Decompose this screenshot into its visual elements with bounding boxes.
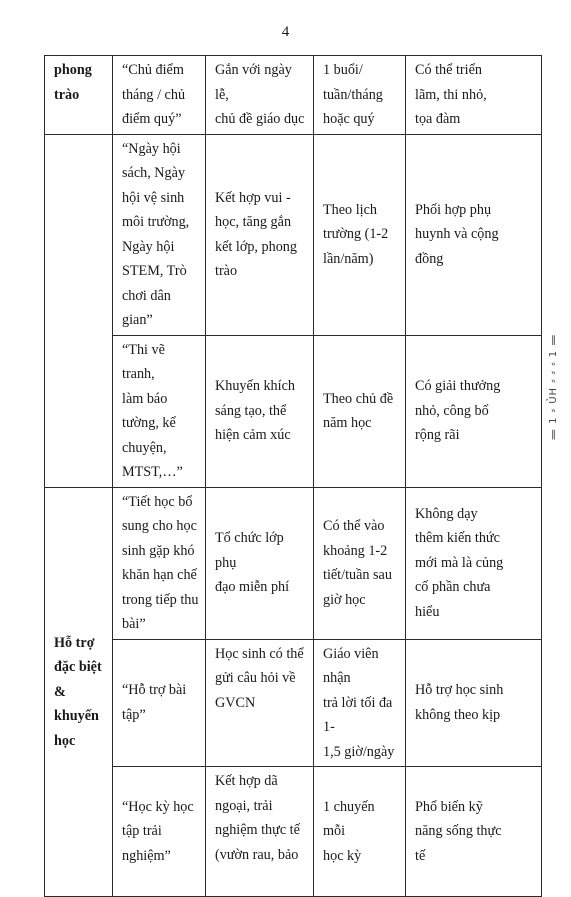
note-cell: Phổ biến kỹ năng sống thực tế xyxy=(406,767,542,897)
table-row xyxy=(45,767,542,897)
purpose-cell: Tổ chức lớp phụ đạo miễn phí xyxy=(206,487,314,639)
note-cell: Có giải thưởng nhỏ, công bố rộng rãi xyxy=(406,335,542,487)
frequency-cell: Giáo viên nhận trả lời tối đa 1- 1,5 giờ/ngày xyxy=(314,639,406,767)
activity-cell: “Chủ điểm tháng / chủ điểm quý” xyxy=(113,56,206,135)
frequency-cell: Theo lịch trường (1-2 lần/năm) xyxy=(314,134,406,335)
section-cell-phong-trao: phong trào xyxy=(45,56,113,135)
activity-cell: “Học kỳ học tập trải nghiệm” xyxy=(113,767,206,897)
section-cell-continued xyxy=(45,134,113,487)
margin-stamp: ‖ 1 ⸗ ỦH ⸗ ⸗ ⸗ 1 ‖ xyxy=(548,333,559,440)
note-cell: Hỗ trợ học sinh không theo kịp xyxy=(406,639,542,767)
activities-table xyxy=(44,55,542,897)
table-row xyxy=(45,335,542,487)
frequency-cell: 1 buổi/ tuần/tháng hoặc quý xyxy=(314,56,406,135)
purpose-cell: Học sinh có thể gửi câu hỏi về GVCN xyxy=(206,639,314,767)
note-cell: Không dạy thêm kiến thức mới mà là củng cố phần chưa hiểu xyxy=(406,487,542,639)
frequency-cell: 1 chuyến mỗi học kỳ xyxy=(314,767,406,897)
table-row xyxy=(45,134,542,335)
purpose-cell: Kết hợp vui - học, tăng gắn kết lớp, phong trào xyxy=(206,134,314,335)
note-cell: Có thể triển lãm, thi nhỏ, tọa đàm xyxy=(406,56,542,135)
table-row xyxy=(45,56,542,135)
frequency-cell: Có thể vào khoảng 1-2 tiết/tuần sau giờ học xyxy=(314,487,406,639)
table-row xyxy=(45,487,542,639)
frequency-cell: Theo chủ đề năm học xyxy=(314,335,406,487)
section-cell-ho-tro: Hỗ trợ đặc biệt & khuyến học xyxy=(45,487,113,897)
note-cell: Phối hợp phụ huynh và cộng đồng xyxy=(406,134,542,335)
activity-cell: “Thi vẽ tranh, làm báo tường, kể chuyện, MTST,…” xyxy=(113,335,206,487)
activity-cell: “Tiết học bổ sung cho học sinh gặp khó khăn hạn chế trong tiếp thu bài” xyxy=(113,487,206,639)
purpose-cell: Kết hợp dã ngoại, trải nghiệm thực tế (vườn rau, bảo xyxy=(206,767,314,897)
activity-cell: “Ngày hội sách, Ngày hội vệ sinh môi trường, Ngày hội STEM, Trò chơi dân gian” xyxy=(113,134,206,335)
purpose-cell: Khuyến khích sáng tạo, thể hiện cảm xúc xyxy=(206,335,314,487)
page-number: 4 xyxy=(281,24,290,40)
activity-cell: “Hỗ trợ bài tập” xyxy=(113,639,206,767)
purpose-cell: Gắn với ngày lễ, chủ đề giáo dục xyxy=(206,56,314,135)
table-row xyxy=(45,639,542,767)
